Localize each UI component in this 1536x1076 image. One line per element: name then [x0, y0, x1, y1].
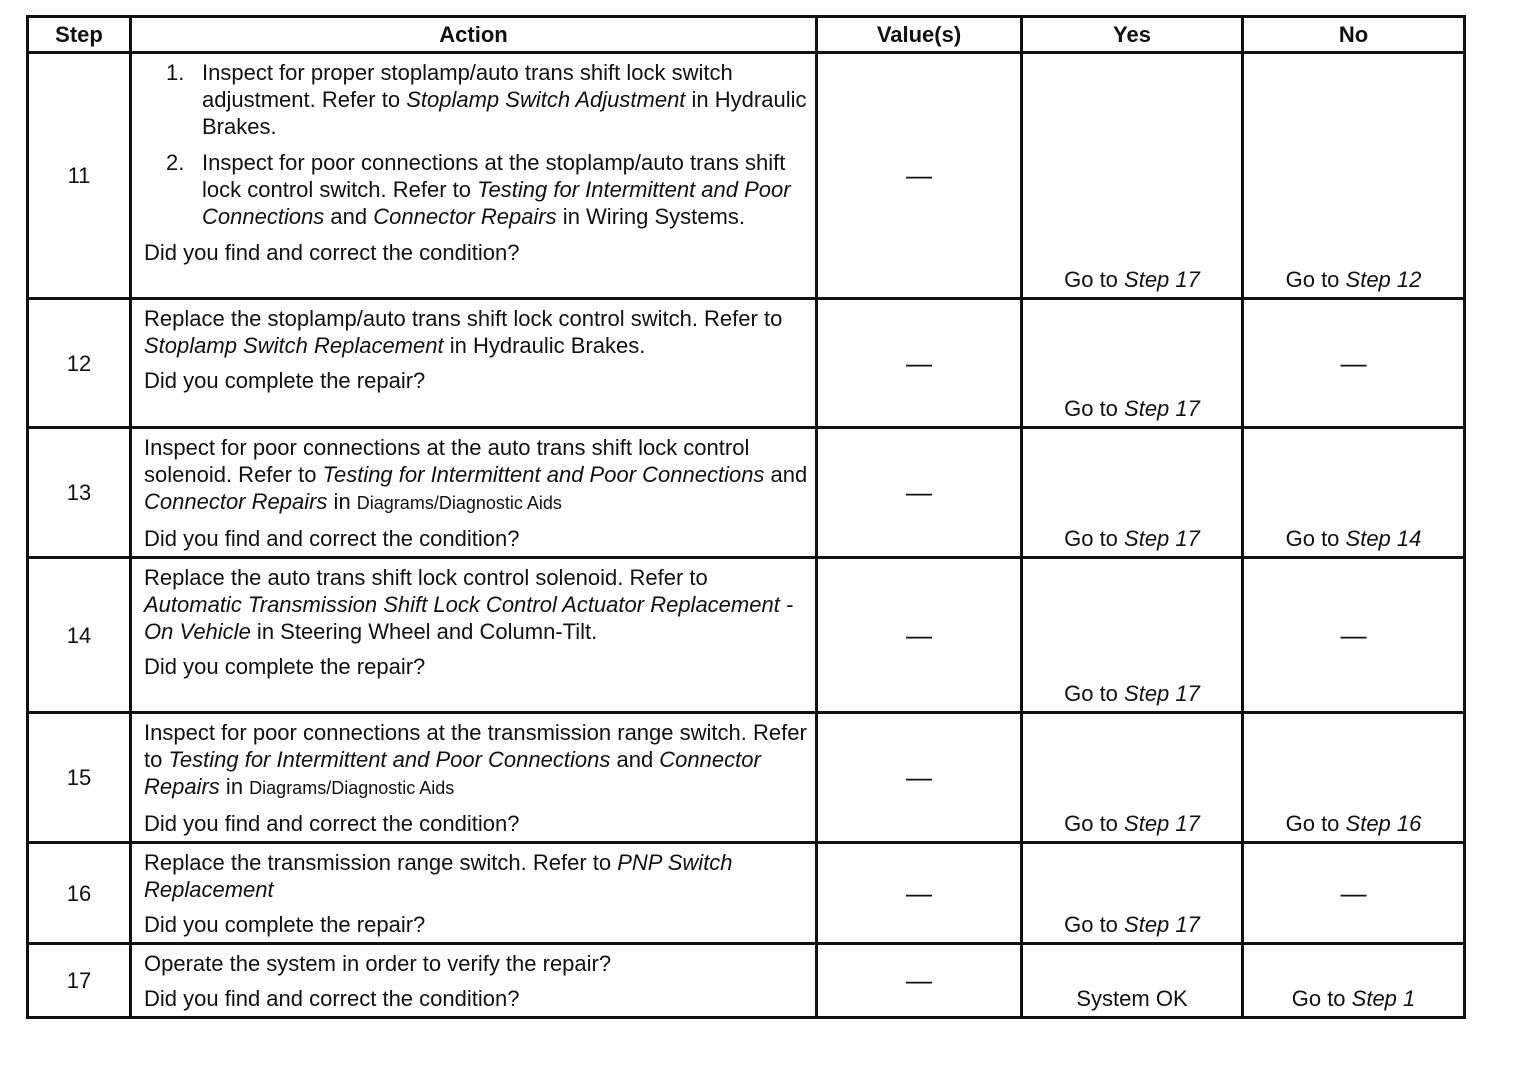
value-cell: — [817, 428, 1022, 558]
value-cell: — [817, 944, 1022, 1018]
question: Did you complete the repair? [144, 368, 426, 393]
action-text: Replace the stoplamp/auto trans shift lock control switch. Refer to Stoplamp Switch Replacement in Hydraulic Brakes. [144, 306, 783, 358]
step-number: 14 [28, 558, 131, 713]
value-cell: — [817, 558, 1022, 713]
yes-cell: Go to Step 17 [1022, 428, 1243, 558]
action-text: Replace the auto trans shift lock control solenoid. Refer to Automatic Transmission Shift Lock Control Actuator Replacement - On Vehicle in Steering Wheel and Column-Tilt. [144, 565, 794, 644]
question: Did you complete the repair? [144, 654, 426, 679]
table-row [28, 843, 1465, 944]
step-number: 17 [28, 944, 131, 1018]
value-cell: — [817, 843, 1022, 944]
no-cell: — [1243, 299, 1465, 428]
header-action: Action [131, 17, 817, 53]
action-text: Operate the system in order to verify the repair? [144, 951, 612, 976]
action-cell [131, 843, 817, 944]
action-cell [131, 53, 817, 299]
action-text: Replace the transmission range switch. Refer to PNP Switch Replacement [144, 850, 733, 902]
yes-cell: Go to Step 17 [1022, 558, 1243, 713]
question: Did you find and correct the condition? [144, 526, 520, 551]
yes-cell: Go to Step 17 [1022, 299, 1243, 428]
action-cell [131, 428, 817, 558]
step-number: 13 [28, 428, 131, 558]
header-values: Value(s) [817, 17, 1022, 53]
step-number: 15 [28, 713, 131, 843]
no-cell: — [1243, 843, 1465, 944]
value-cell: — [817, 713, 1022, 843]
step-number: 12 [28, 299, 131, 428]
question: Did you complete the repair? [144, 912, 426, 937]
header-row [28, 17, 1465, 53]
header-yes: Yes [1022, 17, 1243, 53]
question: Did you find and correct the condition? [144, 811, 520, 836]
value-cell: — [817, 299, 1022, 428]
action-cell [131, 944, 817, 1018]
no-cell: — [1243, 558, 1465, 713]
table-row [28, 944, 1465, 1018]
table-row [28, 299, 1465, 428]
action-text: Inspect for poor connections at the transmission range switch. Refer to Testing for Intermittent and Poor Connections and Connector Repairs in Diagrams/Diagnostic Aids [144, 720, 807, 799]
yes-cell: Go to Step 17 [1022, 53, 1243, 299]
action-text: Inspect for poor connections at the auto trans shift lock control solenoid. Refer to Testing for Intermittent and Poor Connections and Connector Repairs in Diagrams/Diagnostic Aids [144, 435, 808, 514]
list-item: 1. Inspect for proper stoplamp/auto trans shift lock switch adjustment. Refer to Stoplamp Switch Adjustment in Hydraulic Brakes. [166, 60, 807, 139]
no-cell: Go to Step 14 [1243, 428, 1465, 558]
action-cell [131, 713, 817, 843]
action-list [144, 59, 811, 230]
no-cell: Go to Step 12 [1243, 53, 1465, 299]
question: Did you find and correct the condition? [144, 986, 520, 1011]
yes-cell: Go to Step 17 [1022, 843, 1243, 944]
action-cell [131, 558, 817, 713]
step-number: 11 [28, 53, 131, 299]
yes-cell: System OK [1022, 944, 1243, 1018]
list-item: 2. Inspect for poor connections at the stoplamp/auto trans shift lock control switch. Refer to Testing for Intermittent and Poor Connections and Connector Repairs in Wiring Systems. [166, 150, 791, 229]
table-row [28, 428, 1465, 558]
action-cell [131, 299, 817, 428]
step-number: 16 [28, 843, 131, 944]
yes-cell: Go to Step 17 [1022, 713, 1243, 843]
table-row [28, 713, 1465, 843]
no-cell: Go to Step 16 [1243, 713, 1465, 843]
value-cell: — [817, 53, 1022, 299]
diagnostic-table [26, 15, 1466, 1019]
question: Did you find and correct the condition? [144, 240, 520, 265]
header-no: No [1243, 17, 1465, 53]
table-row [28, 53, 1465, 299]
header-step: Step [28, 17, 131, 53]
table-row [28, 558, 1465, 713]
no-cell: Go to Step 1 [1243, 944, 1465, 1018]
